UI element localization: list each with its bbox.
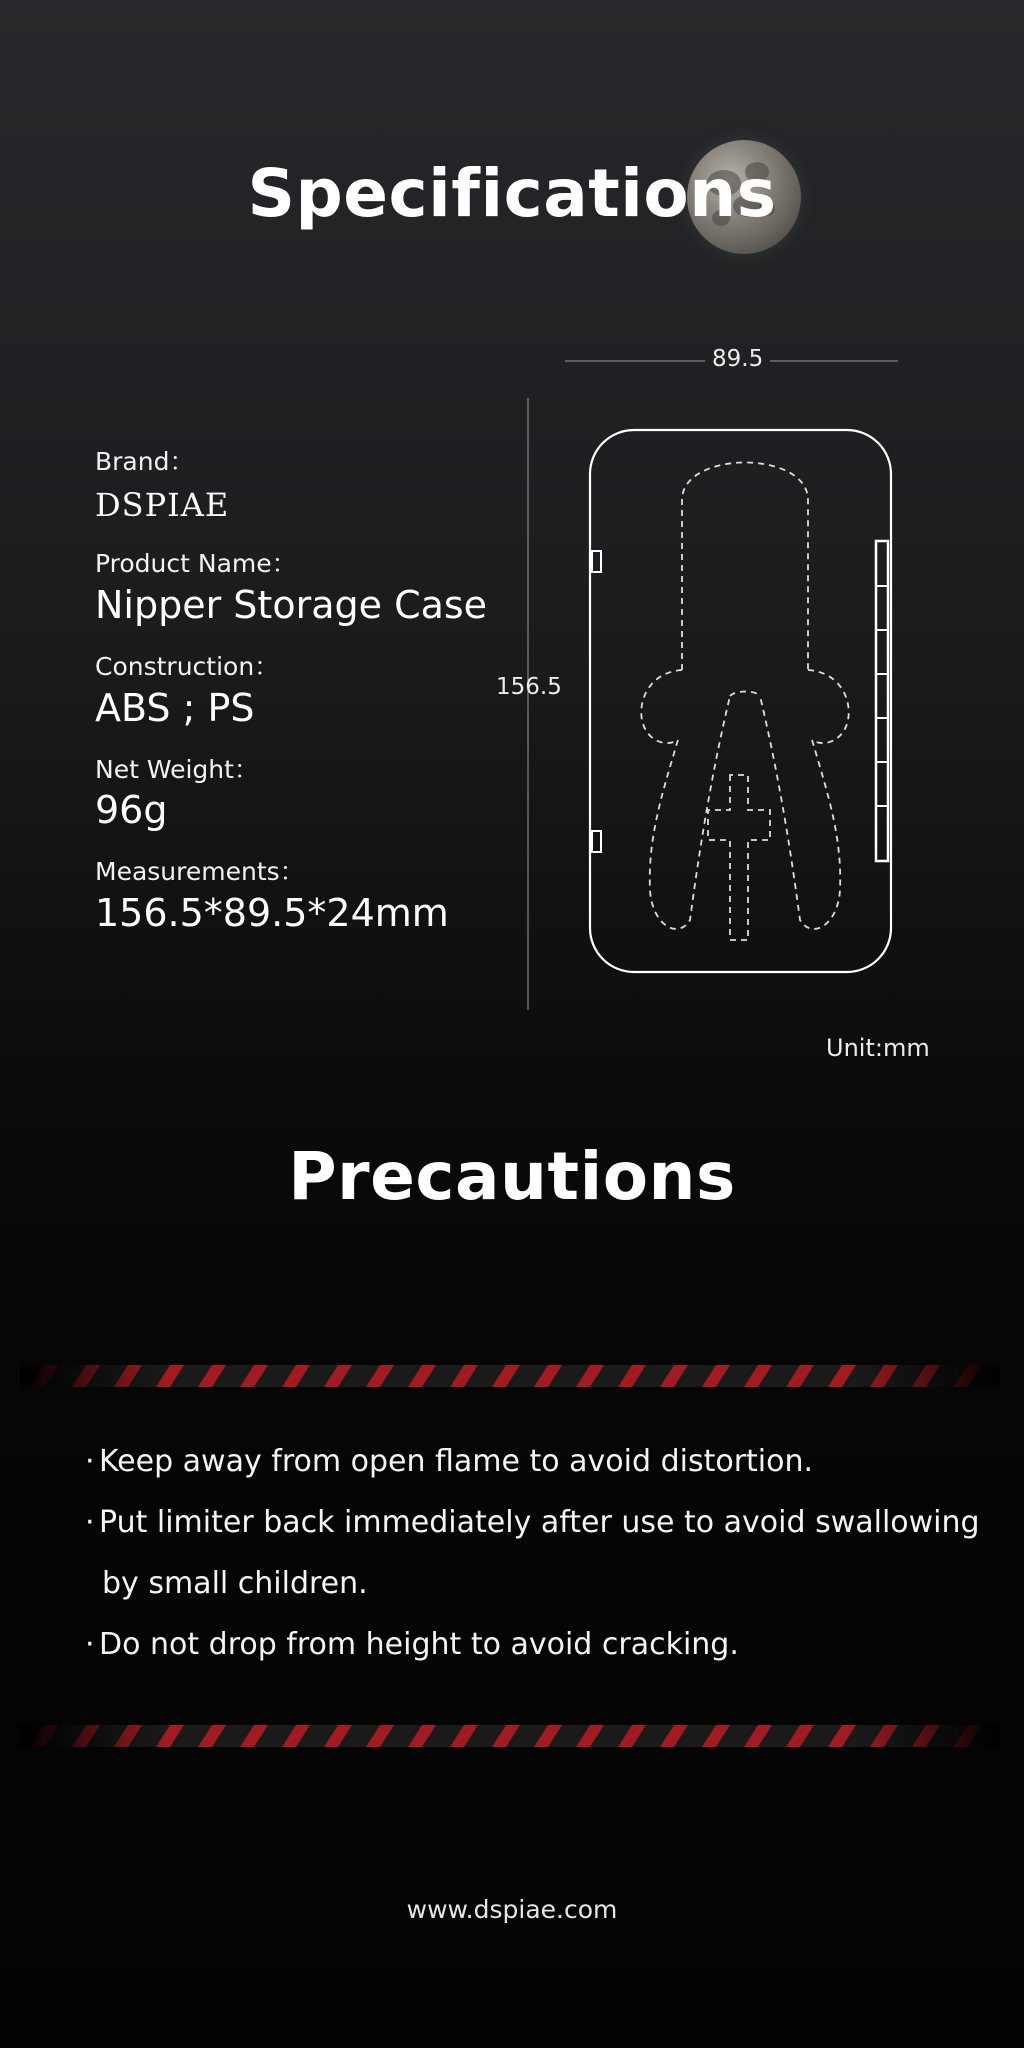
construction-label: Construction： [95, 652, 280, 681]
precaution-item-continuation [102, 1566, 368, 1601]
warning-stripe-top [20, 1365, 1000, 1387]
specifications-title: Specifications [247, 155, 777, 232]
bullet: · [85, 1444, 95, 1479]
net-weight-value: 96g [95, 788, 168, 832]
precaution-text: by small children. [102, 1566, 368, 1601]
precaution-text: Keep away from open flame to avoid distortion. [99, 1444, 814, 1479]
precaution-text: Put limiter back immediately after use to avoid swallowing [99, 1505, 980, 1540]
height-dimension: 156.5 [496, 674, 562, 700]
website-link[interactable]: www.dspiae.com [406, 1895, 618, 1924]
measurements-label: Measurements： [95, 857, 305, 886]
brand-label: Brand： [95, 447, 195, 476]
precaution-item [85, 1444, 813, 1479]
width-dimension: 89.5 [712, 346, 764, 372]
measurements-value: 156.5*89.5*24mm [95, 891, 449, 935]
brand-logo: DSPIAE [95, 486, 230, 524]
warning-stripe-bottom [20, 1725, 1000, 1747]
net-weight-label: Net Weight： [95, 755, 259, 784]
precautions-title: Precautions [288, 1138, 736, 1215]
product-name-value: Nipper Storage Case [95, 583, 488, 627]
precaution-text: Do not drop from height to avoid cracking. [99, 1627, 739, 1662]
unit-label: Unit:mm [826, 1034, 930, 1062]
bullet: · [85, 1627, 95, 1662]
nipper-case-outline-icon [580, 420, 900, 980]
construction-value: ABS ; PS [95, 686, 255, 730]
bullet: · [85, 1505, 95, 1540]
product-name-label: Product Name： [95, 549, 297, 578]
precaution-item [85, 1627, 739, 1662]
precaution-item [85, 1505, 980, 1540]
